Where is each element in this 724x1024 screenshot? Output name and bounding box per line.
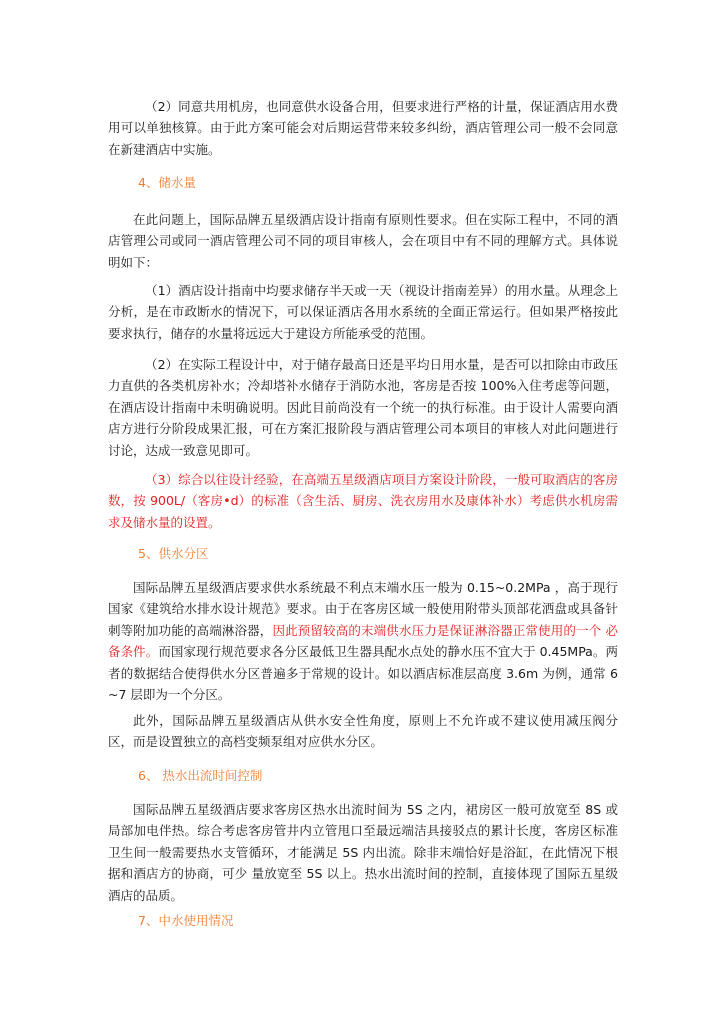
paragraph-zoning-pressure xyxy=(108,577,618,705)
zoning-highlight-red: 因此预留较高的末端供水压力是保证淋浴器正常使用的一个 必备条件。 xyxy=(108,622,618,660)
section-heading-reclaimed-water: 7、中水使用情况 xyxy=(138,913,234,928)
paragraph-storage-point-1: （1）酒店设计指南中均要求储存半天或一天（视设计指南差异）的用水量。从理念上分析，是在市政断水的情况下，可以保证酒店各用水系统的全面正常运行。但如果严格按此要求执行，储存的水量将远远大于建设方所能承受的范围。 xyxy=(108,283,618,341)
section-heading-supply-zoning: 5、供水分区 xyxy=(138,546,209,561)
paragraph-storage-point-2: （2）在实际工程设计中，对于储存最高日还是平均日用水量，是否可以扣除由市政压力直供的各类机房补水；冷却塔补水储存于消防水池，客房是否按 100%入住考虑等问题，在酒店设计指南中未明确说明。因此目前尚没有一个统一的执行标准。由于设计人需要向酒店方进行分阶段成果汇报，可在方案汇报阶段与酒店管理公司本项目的审核人对此问题进行讨论，达成一致意见即可。 xyxy=(108,357,618,458)
section-heading-hot-water-time: 6、 热水出流时间控制 xyxy=(138,768,263,783)
paragraph-shared-equipment-room: （2）同意共用机房，也同意供水设备合用，但要求进行严格的计量，保证酒店用水费用可以单独核算。由于此方案可能会对后期运营带来较多纠纷，酒店管理公司一般不会同意在新建酒店中实施。 xyxy=(108,99,618,157)
zoning-text-b: 而国家现行规范要求各分区最低卫生器具配水点处的静水压不宜大于 0.45MPa。两者的数据结合使得供水分区普遍多于常规的设计。如以酒店标准层高度 3.6m 为例，通常 6~7 层即为一个分区。 xyxy=(108,644,618,703)
section-heading-water-storage: 4、储水量 xyxy=(138,175,196,190)
paragraph-storage-intro: 在此问题上，国际品牌五星级酒店设计指南有原则性要求。但在实际工程中，不同的酒店管理公司或同一酒店管理公司不同的项目审核人，会在项目中有不同的理解方式。具体说明如下： xyxy=(108,212,618,270)
paragraph-zoning-pump: 此外，国际品牌五星级酒店从供水安全性角度，原则上不允许或不建议使用减压阀分区，而是设置独立的高档变频泵组对应供水分区。 xyxy=(108,713,618,750)
zoning-text-a: 国际品牌五星级酒店要求供水系统最不利点末端水压一般为 0.15~0.2MPa ，高于现行国家《建筑给水排水设计规范》要求。由于在客房区域一般使用附带头顶部花洒盘或具备针刺等附加功能的高端淋浴器， xyxy=(108,580,618,638)
paragraph-storage-point-3: （3）综合以往设计经验，在高端五星级酒店项目方案设计阶段，一般可取酒店的客房数，按 900L/（客房•d）的标准（含生活、厨房、洗衣房用水及康体补水）考虑供水机房需求及储水量的设置。 xyxy=(108,472,618,530)
paragraph-hot-water-time: 国际品牌五星级酒店要求客房区热水出流时间为 5S 之内，裙房区一般可放宽至 8S 或局部加电伴热。综合考虑客房管井内立管甩口至最远端洁具接驳点的累计长度，客房区标准卫生间一般需要热水支管循环，才能满足 5S 内出流。除非末端恰好是浴缸，在此情况下根据和酒店方的协商，可少 量放宽至 5S 以上。热水出流时间的控制，直接体现了国际五星级酒店的品质。 xyxy=(108,802,618,903)
